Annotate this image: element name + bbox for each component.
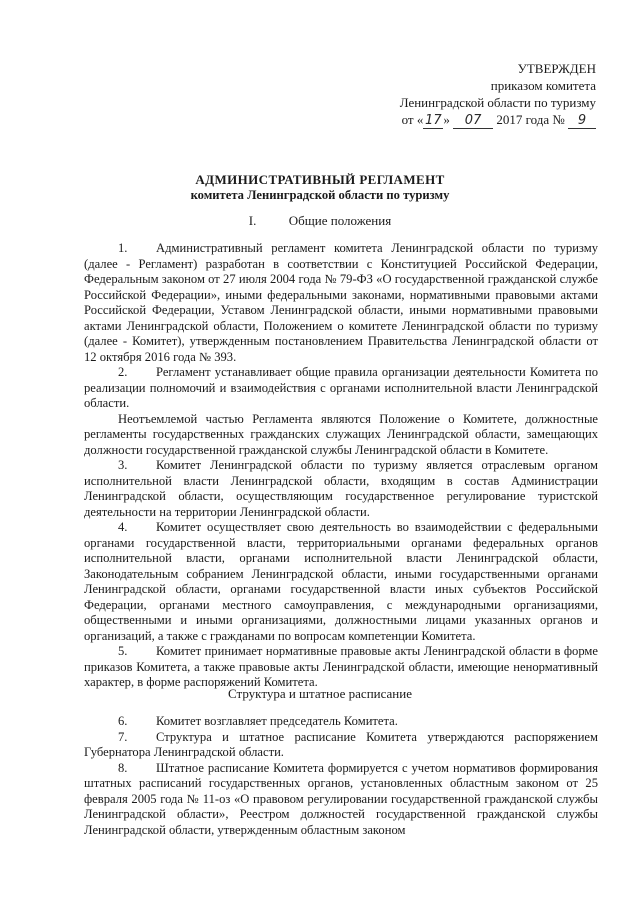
date-mid: » bbox=[443, 112, 450, 127]
title-block bbox=[0, 172, 640, 203]
paragraph bbox=[84, 730, 598, 761]
paragraph bbox=[84, 412, 598, 459]
paragraph-number: 3. bbox=[118, 458, 128, 472]
section-structure-body bbox=[84, 714, 598, 838]
paragraph bbox=[84, 241, 598, 365]
approval-committee-line: Ленинградской области по туризму bbox=[399, 95, 596, 110]
paragraph bbox=[84, 365, 598, 412]
handwritten-day: 17 bbox=[425, 113, 442, 128]
paragraph bbox=[84, 714, 598, 730]
paragraph-text: Регламент устанавливает общие правила организации деятельности Комитета по реализации полномочий и взаимодействия с органами исполнительной власти Ленинградской области. bbox=[84, 365, 598, 410]
paragraph bbox=[84, 761, 598, 839]
handwritten-month: 07 bbox=[453, 113, 493, 129]
paragraph-text: Неотъемлемой частью Регламента являются Положение о Комитете, должностные регламенты государственных гражданских служащих Ленинградской области, замещающих должности государственной гражданской службы Ленинградской области в Комитете. bbox=[84, 411, 598, 457]
paragraph-text: Структура и штатное расписание Комитета утверждаются распоряжением Губернатора Ленинградской области. bbox=[84, 729, 598, 759]
paragraph-text: Комитет возглавляет председатель Комитета. bbox=[156, 714, 398, 728]
date-year: 2017 года № bbox=[496, 112, 565, 127]
approval-date-line bbox=[400, 111, 596, 129]
paragraph-number: 8. bbox=[118, 760, 128, 775]
date-prefix: от « bbox=[401, 112, 424, 127]
paragraph bbox=[84, 458, 598, 520]
document-subtitle: комитета Ленинградской области по туризму bbox=[190, 187, 450, 202]
paragraph-number: 5. bbox=[118, 644, 128, 658]
section-heading-structure bbox=[0, 686, 640, 702]
paragraph-text: Комитет осуществляет свою деятельность во взаимодействии с федеральными органами государственной власти, территориальными органами федеральных органов исполнительной власти, органами исполнительной власти Ленинградской области, Законодательным собранием Ленинградской области, иными государственными органами Ленинградской области, органами государственной власти иных субъектов Российской Федерации, органами местного самоуправления, с международными организациями, общественными и иными организациями, должностными лицами указанных органов и организаций, а также с гражданами по вопросам компетенции Комитета. bbox=[84, 520, 598, 643]
handwritten-number: 9 bbox=[568, 113, 596, 129]
paragraph bbox=[84, 520, 598, 644]
paragraph-text: Комитет принимает нормативные правовые акты Ленинградской области в форме приказов Комитета, а также правовые акты Ленинградской области, имеющие ненормативный характер, в форме распоряжений Комитета. bbox=[84, 644, 598, 689]
paragraph-number: 6. bbox=[118, 714, 128, 728]
section-title: Общие положения bbox=[288, 213, 392, 228]
section-heading-general bbox=[0, 213, 640, 229]
paragraph-text: Штатное расписание Комитета формируется с учетом нормативов формирования штатных расписаний государственных органов, установленных областным законом от 25 февраля 2005 года № 11-оз «О правовом регулировании государственной гражданской службы Ленинградской области», Реестром должностей государственной гражданской службы Ленинградской области, утвержденным областным законом bbox=[84, 760, 598, 837]
section-general-body bbox=[84, 241, 598, 691]
paragraph-number: 2. bbox=[118, 365, 128, 379]
paragraph-number: 1. bbox=[118, 241, 128, 255]
paragraph-text: Административный регламент комитета Ленинградской области по туризму (далее - Регламент) разработан в соответствии с Конституцией Российской Федерации, Федеральным законом от 27 июля 2004 года № 79-ФЗ «О государственной гражданской службе Российской Федерации», иными федеральными законами, нормативными правовыми актами Российской Федерации, Уставом Ленинградской области, иными нормативными правовыми актами Ленинградской области, Положением о комитете Ленинградской области по туризму (далее - Комитет), утвержденным постановлением Правительства Ленинградской области от 12 октября 2016 года № 393. bbox=[84, 241, 598, 364]
document-title: АДМИНИСТРАТИВНЫЙ РЕГЛАМЕНТ bbox=[195, 172, 445, 187]
approval-title: УТВЕРЖДЕН bbox=[517, 61, 596, 76]
section-number: I. bbox=[248, 213, 257, 228]
paragraph bbox=[84, 644, 598, 691]
paragraph-number: 4. bbox=[118, 520, 128, 534]
paragraph-text: Комитет Ленинградской области по туризму является отраслевым органом исполнительной власти Ленинградской области, входящим в состав Администрации Ленинградской области, осуществляющим государственное регулирование туристской деятельности на территории Ленинградской области. bbox=[84, 458, 598, 519]
approval-stamp bbox=[400, 60, 596, 129]
section-title: Структура и штатное расписание bbox=[228, 686, 412, 701]
paragraph-number: 7. bbox=[118, 729, 128, 744]
approval-order-line: приказом комитета bbox=[490, 78, 596, 93]
